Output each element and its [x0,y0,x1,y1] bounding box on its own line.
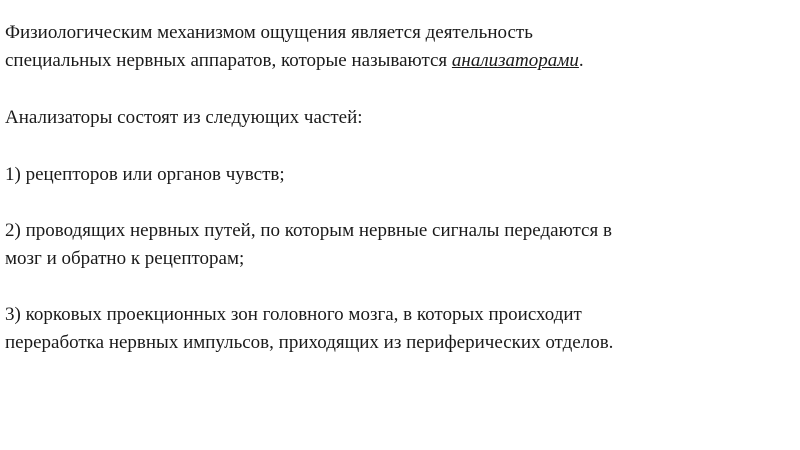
list-item-receptors [5,161,780,189]
list-item-cortex-line-2: переработка нервных импульсов, приходящих из периферических отделов. [5,331,614,353]
definition-line-2-prefix: специальных нервных аппаратов, которые называются [5,49,452,71]
list-item-pathways-line-2: мозг и обратно к рецепторам; [5,247,245,269]
analyzers-intro-text: Анализаторы состоят из следующих частей: [5,107,363,128]
definition-line-2 [5,47,780,75]
definition-line-1: Физиологическим механизмом ощущения является деятельность [5,22,533,43]
list-item-receptors-text: 1) рецепторов или органов чувств; [5,164,285,185]
analyzers-term: анализаторами [451,49,579,71]
definition-paragraph [5,19,780,74]
definition-line-2-suffix: . [578,49,584,71]
list-item-pathways [5,217,780,272]
list-item-cortex-line-1: 3) корковых проекционных зон головного мозга, в которых происходит [5,304,582,325]
analyzers-intro-paragraph [5,104,780,132]
list-item-cortex [5,301,780,356]
list-item-pathways-line-1: 2) проводящих нервных путей, по которым нервные сигналы передаются в [5,220,612,241]
